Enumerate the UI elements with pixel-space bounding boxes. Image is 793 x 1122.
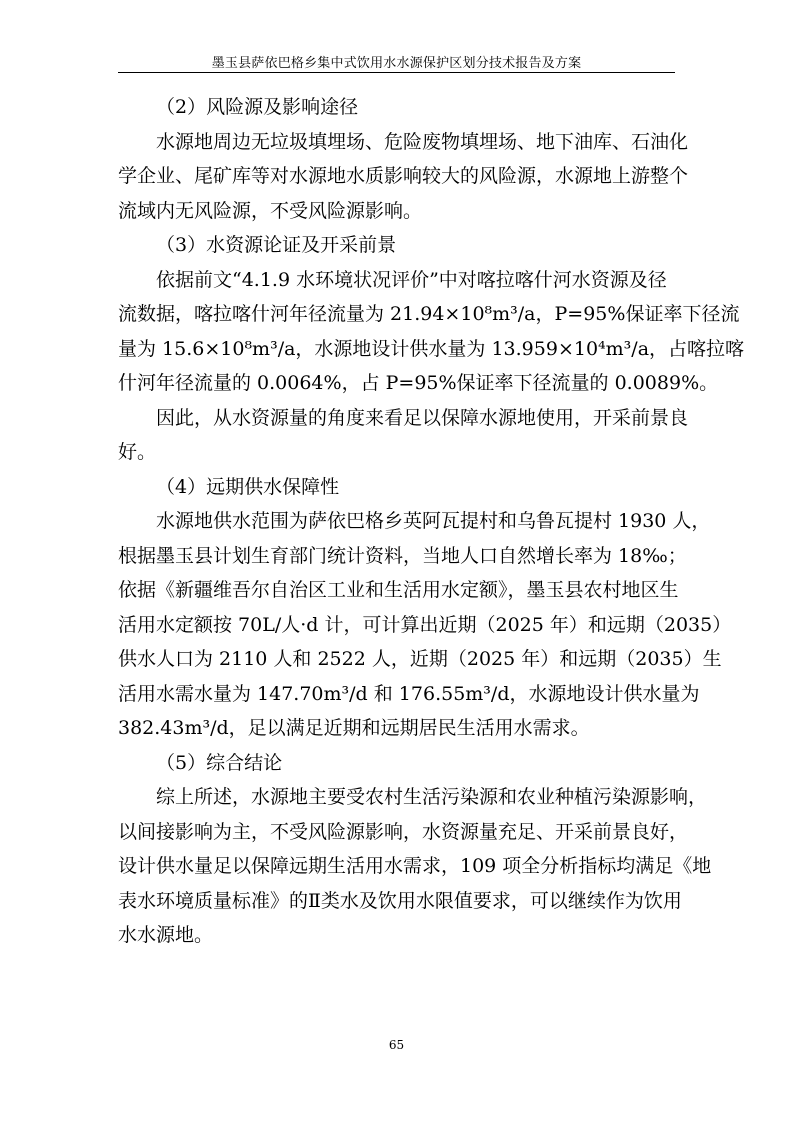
paragraph-line: 表水环境质量标准》的Ⅱ类水及饮用水限值要求，可以继续作为饮用 xyxy=(118,889,682,912)
section-heading-risk-sources: （2）风险源及影响途径 xyxy=(156,96,359,118)
paragraph-line: 382.43m³/d，足以满足近期和远期居民生活用水需求。 xyxy=(118,717,590,739)
section-heading-long-term-supply: （4）远期供水保障性 xyxy=(156,475,340,498)
paragraph-line: 流域内无风险源，不受风险源影响。 xyxy=(118,199,423,222)
paragraph-line: 根据墨玉县计划生育部门统计资料，当地人口自然增长率为 18‰； xyxy=(118,544,687,567)
report-body xyxy=(118,90,745,953)
paragraph-line: 活用水定额按 70L/人·d 计，可计算出近期（2025 年）和远期（2035） xyxy=(118,613,732,636)
paragraph-line: 什河年径流量的 0.0064%，占 P=95%保证率下径流量的 0.0089%。 xyxy=(118,372,719,394)
page-header: 墨玉县萨依巴格乡集中式饮用水水源保护区划分技术报告及方案 xyxy=(211,56,582,71)
paragraph-line: 依据《新疆维吾尔自治区工业和生活用水定额》，墨玉县农村地区生 xyxy=(118,579,679,601)
paragraph-line: 活用水需水量为 147.70m³/d 和 176.55m³/d，水源地设计供水量为 xyxy=(118,682,700,705)
paragraph-line: 设计供水量足以保障远期生活用水需求，109 项全分析指标均满足《地 xyxy=(118,855,712,877)
paragraph-line: 水源地周边无垃圾填埋场、危险废物填埋场、地下油库、石油化 xyxy=(156,130,689,153)
paragraph-line: 以间接影响为主，不受风险源影响，水资源量充足、开采前景良好， xyxy=(118,820,689,843)
paragraph-line: 水水源地。 xyxy=(118,924,214,946)
paragraph-line: 量为 15.6×10⁸m³/a，水源地设计供水量为 13.959×10⁴m³/a，占喀拉喀 xyxy=(118,337,745,360)
paragraph-line: 因此，从水资源量的角度来看足以保障水源地使用，开采前景良 xyxy=(156,406,689,429)
paragraph-line: 依据前文“4.1.9 水环境状况评价”中对喀拉喀什河水资源及径 xyxy=(156,268,667,291)
section-heading-water-resources: （3）水资源论证及开采前景 xyxy=(156,234,397,256)
paragraph-line: 流数据，喀拉喀什河年径流量为 21.94×10⁸m³/a，P=95%保证率下径流 xyxy=(118,303,740,325)
paragraph-line: 水源地供水范围为萨依巴格乡英阿瓦提村和乌鲁瓦提村 1930 人， xyxy=(156,510,711,532)
paragraph-line: 综上所述，水源地主要受农村生活污染源和农业种植污染源影响， xyxy=(156,786,708,808)
header-divider xyxy=(118,72,675,73)
paragraph-line: 供水人口为 2110 人和 2522 人，近期（2025 年）和远期（2035）生 xyxy=(118,648,722,670)
page-number: 65 xyxy=(388,1038,405,1052)
paragraph-line: 好。 xyxy=(118,441,157,463)
section-heading-conclusion: （5）综合结论 xyxy=(156,751,283,774)
paragraph-line: 学企业、尾矿库等对水源地水质影响较大的风险源，水源地上游整个 xyxy=(118,165,689,187)
